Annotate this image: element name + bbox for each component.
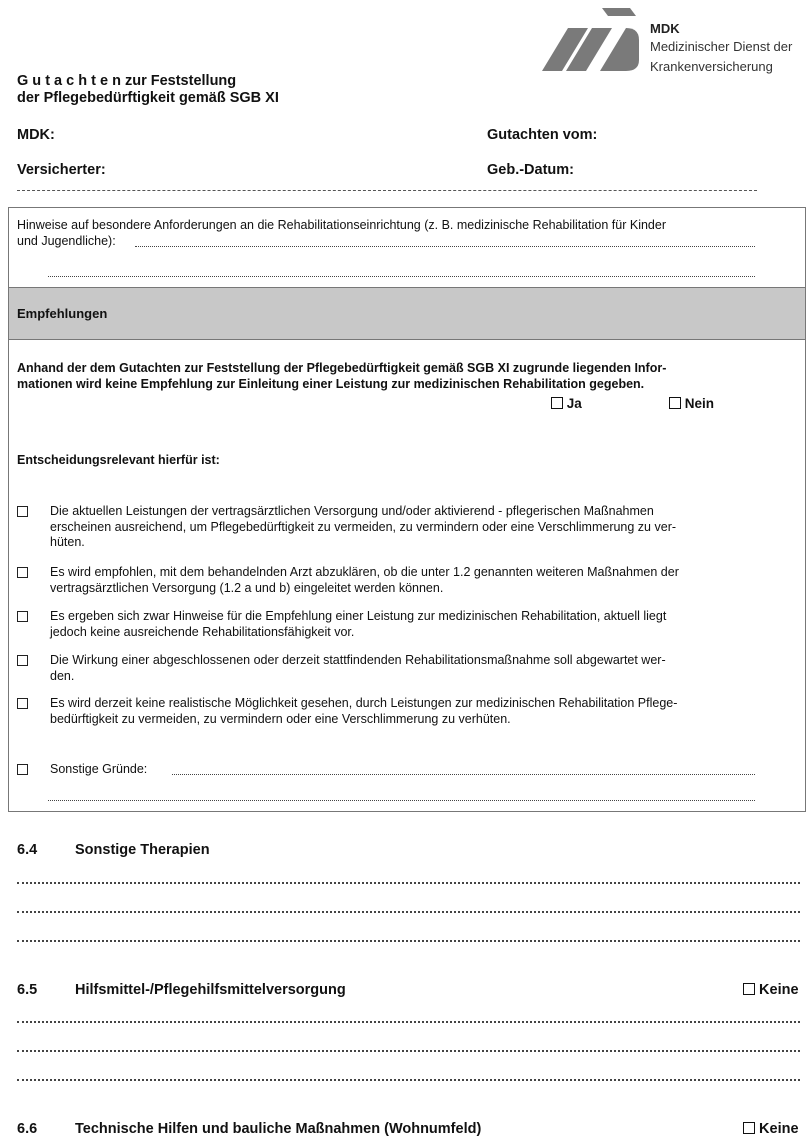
item-4-checkbox[interactable]: [17, 655, 28, 666]
section-6-5-keine-label: Keine: [759, 982, 799, 998]
ja-label: Ja: [566, 396, 582, 411]
item-1-text: Die aktuellen Leistungen der vertragsärztlichen Versorgung und/oder aktivierend - pflegerischen Maßnahmen erscheinen ausreichend, um Pflegebedürftigkeit zu vermeiden, zu vermindern oder eine Verschlimmerung zu ver- hüten.: [50, 504, 677, 549]
hinweise-field-2[interactable]: [48, 276, 755, 277]
item-5-checkbox[interactable]: [17, 698, 28, 709]
logo-line2: Krankenversicherung: [650, 59, 773, 74]
versicherter-label: Versicherter:: [17, 162, 106, 178]
section-6-5-number: 6.5: [17, 982, 38, 998]
item-3-text: Es ergeben sich zwar Hinweise für die Empfehlung einer Leistung zur medizinischen Rehabilitation, aktuell liegt jedoch keine ausreichende Rehabilitationsfähigkeit vor.: [50, 609, 667, 639]
mdk-logo-icon: [540, 6, 640, 72]
birth-date-label: Geb.-Datum:: [487, 162, 574, 178]
section-6-4-line-3[interactable]: [17, 940, 800, 942]
item-3-checkbox[interactable]: [17, 611, 28, 622]
section-6-4-line-2[interactable]: [17, 911, 800, 913]
form-title-line1: G u t a c h t e n zur Feststellung: [17, 73, 237, 89]
empfehlungen-heading: Empfehlungen: [17, 306, 108, 321]
gutachten-date-label: Gutachten vom:: [487, 127, 598, 143]
statement-line2: mationen wird keine Empfehlung zur Einleitung einer Leistung zur medizinischen Rehabilitation gegeben.: [17, 377, 645, 391]
section-6-5-title: Hilfsmittel-/Pflegehilfsmittelversorgung: [75, 982, 346, 998]
empfehlungen-band: [9, 287, 805, 340]
hinweise-line2: und Jugendliche):: [17, 234, 116, 248]
relevant-label: Entscheidungsrelevant hierfür ist:: [17, 453, 220, 467]
section-6-6-keine-label: Keine: [759, 1121, 799, 1137]
section-6-6-keine[interactable]: [743, 1121, 799, 1137]
logo-line1: Medizinischer Dienst der: [650, 39, 793, 54]
hinweise-line1: Hinweise auf besondere Anforderungen an die Rehabilitationseinrichtung (z. B. medizinische Rehabilitation für Kinder: [17, 218, 666, 232]
ja-checkbox[interactable]: [551, 397, 563, 409]
section-6-5-line-2[interactable]: [17, 1050, 800, 1052]
sonstige-field-1[interactable]: [172, 774, 755, 775]
section-6-4-title: Sonstige Therapien: [75, 842, 210, 858]
section-6-6-number: 6.6: [17, 1121, 38, 1137]
form-title-line2: der Pflegebedürftigkeit gemäß SGB XI: [17, 90, 279, 106]
nein-option[interactable]: [669, 396, 714, 411]
statement-line1: Anhand der dem Gutachten zur Feststellung der Pflegebedürftigkeit gemäß SGB XI zugrunde liegenden Infor-: [17, 361, 667, 375]
nein-label: Nein: [684, 396, 715, 411]
hinweise-field-1[interactable]: [135, 246, 755, 247]
mdk-label: MDK:: [17, 127, 55, 143]
item-2-checkbox[interactable]: [17, 567, 28, 578]
section-6-4-number: 6.4: [17, 842, 38, 858]
section-6-5-keine[interactable]: [743, 982, 799, 998]
section-6-4-line-1[interactable]: [17, 882, 800, 884]
item-5-text: Es wird derzeit keine realistische Möglichkeit gesehen, durch Leistungen zur medizinischen Rehabilitation Pflege- bedürftigkeit zu vermeiden, zu vermindern oder eine Verschlimmerung zu verhüten.: [50, 696, 678, 726]
section-6-6-title: Technische Hilfen und bauliche Maßnahmen (Wohnumfeld): [75, 1121, 482, 1137]
item-2-text: Es wird empfohlen, mit dem behandelnden Arzt abzuklären, ob die unter 1.2 genannten weiteren Maßnahmen der vertragsärztlichen Versorgung (1.2 a und b) eingeleitet werden können.: [50, 565, 679, 595]
item-4-text: Die Wirkung einer abgeschlossenen oder derzeit stattfindenden Rehabilitationsmaßnahme soll abgewartet wer- den.: [50, 653, 666, 683]
section-6-5-keine-checkbox[interactable]: [743, 983, 755, 995]
section-6-5-line-3[interactable]: [17, 1079, 800, 1081]
nein-checkbox[interactable]: [669, 397, 681, 409]
item-1-checkbox[interactable]: [17, 506, 28, 517]
sonstige-label: Sonstige Gründe:: [50, 762, 148, 776]
logo-abbr: MDK: [650, 21, 680, 36]
sonstige-checkbox[interactable]: [17, 764, 28, 775]
ja-option[interactable]: [551, 396, 582, 411]
header-divider: [17, 190, 757, 191]
sonstige-field-2[interactable]: [48, 800, 755, 801]
section-6-5-line-1[interactable]: [17, 1021, 800, 1023]
section-6-6-keine-checkbox[interactable]: [743, 1122, 755, 1134]
